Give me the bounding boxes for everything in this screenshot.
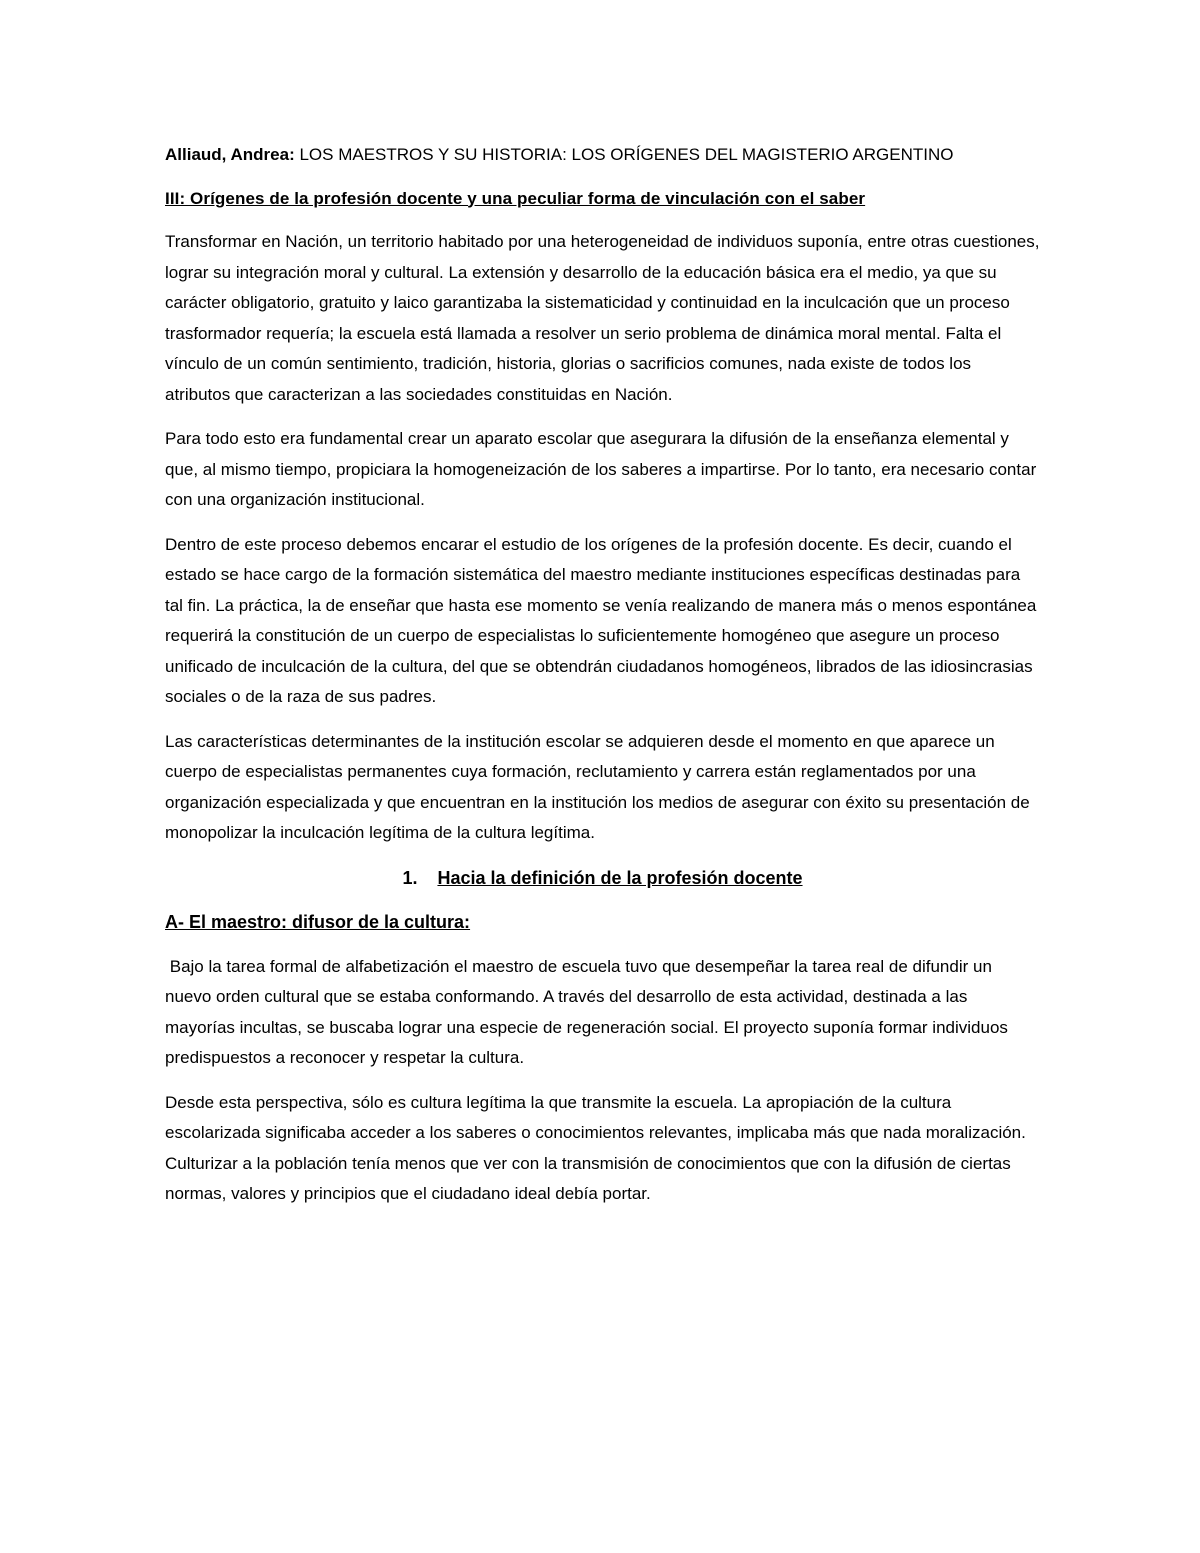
author-name: Alliaud, Andrea xyxy=(165,145,290,164)
numbered-heading xyxy=(165,863,1040,894)
paragraph: Transformar en Nación, un territorio habitado por una heterogeneidad de individuos suponía, entre otras cuestiones, lograr su integración moral y cultural. La extensión y desarrollo de la educación básica era el medio, ya que su carácter obligatorio, gratuito y laico garantizaba la sistematicidad y continuidad en la inculcación que un proceso trasformador requería; la escuela está llamada a resolver un serio problema de dinámica moral mental. Falta el vínculo de un común sentimiento, tradición, historia, glorias o sacrificios comunes, nada existe de todos los atributos que caracterizan a las sociedades constituidas en Nación. xyxy=(165,232,1040,404)
title-separator: : xyxy=(289,145,300,164)
section-heading: III: Orígenes de la profesión docente y una peculiar forma de vinculación con el saber xyxy=(165,188,866,208)
heading-number: 1. xyxy=(402,867,418,888)
paragraph: Para todo esto era fundamental crear un aparato escolar que asegurara la difusión de la enseñanza elemental y que, al mismo tiempo, propiciara la homogeneización de los saberes a impartirse. Por lo tanto, era necesario contar con una organización institucional. xyxy=(165,429,1037,509)
document-title xyxy=(165,140,1040,171)
paragraph: Las características determinantes de la institución escolar se adquieren desde el momento en que aparece un cuerpo de especialistas permanentes cuya formación, reclutamiento y carrera están reglamentados por una organización especializada y que encuentran en la institución los medios de asegurar con éxito su presentación de monopolizar la inculcación legítima de la cultura legítima. xyxy=(165,731,1030,842)
paragraph: Desde esta perspectiva, sólo es cultura legítima la que transmite la escuela. La apropiación de la cultura escolarizada significaba acceder a los saberes o conocimientos relevantes, implicaba más que nada moralización. Culturizar a la población tenía menos que ver con la transmisión de conocimientos que con la difusión de ciertas normas, valores y principios que el ciudadano ideal debía portar. xyxy=(165,1092,1026,1203)
paragraph: Bajo la tarea formal de alfabetización el maestro de escuela tuvo que desempeñar la tarea real de difundir un nuevo orden cultural que se estaba conformando. A través del desarrollo de esta actividad, destinada a las mayorías incultas, se buscaba lograr una especie de regeneración social. El proyecto suponía formar individuos predispuestos a reconocer y respetar la cultura. xyxy=(165,956,1013,1067)
heading-text: Hacia la definición de la profesión docente xyxy=(437,867,803,888)
work-title: LOS MAESTROS Y SU HISTORIA: LOS ORÍGENES DEL MAGISTERIO ARGENTINO xyxy=(299,145,954,164)
paragraph: Dentro de este proceso debemos encarar el estudio de los orígenes de la profesión docente. Es decir, cuando el estado se hace cargo de la formación sistemática del maestro mediante instituciones específicas destinadas para tal fin. La práctica, la de enseñar que hasta ese momento se venía realizando de manera más o menos espontánea requerirá la constitución de un cuerpo de especialistas lo suficientemente homogéneo que asegure un proceso unificado de inculcación de la cultura, del que se obtendrán ciudadanos homogéneos, librados de las idiosincrasias sociales o de la raza de sus padres. xyxy=(165,534,1037,706)
document-page xyxy=(165,140,1040,1224)
sub-heading: A- El maestro: difusor de la cultura: xyxy=(165,912,471,932)
